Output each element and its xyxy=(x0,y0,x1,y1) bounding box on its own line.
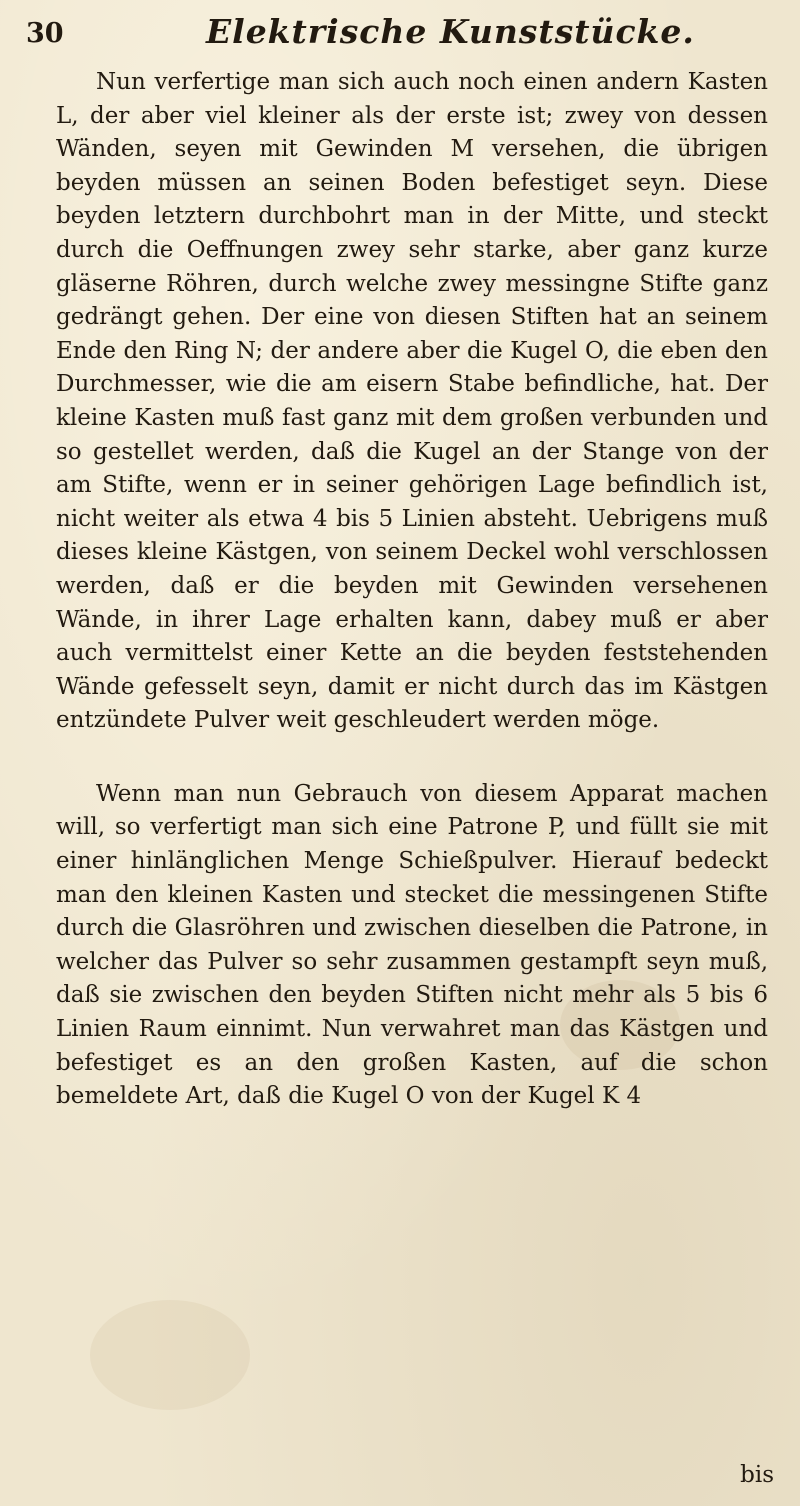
running-head xyxy=(26,12,746,52)
body-text xyxy=(56,66,768,1114)
catchword: bis xyxy=(740,1462,774,1488)
page-number: 30 xyxy=(26,18,64,49)
paragraph-2: Wenn man nun Gebrauch von diesem Apparat machen will, so verfertigt man sich eine Patrone P, und füllt sie mit einer hinlänglichen Menge Schießpulver. Hierauf bedeckt man den kleinen Kasten und stecket die messingenen Stifte durch die Glasröhren und zwischen dieselben die Patrone, in welcher das Pulver so sehr zusammen gestampft seyn muß, daß sie zwischen den beyden Stiften nicht mehr als 5 bis 6 Linien Raum einnimt. Nun verwahret man das Kästgen und befestiget es an den großen Kasten, auf die schon bemeldete Art, daß die Kugel O von der Kugel K 4 xyxy=(56,780,768,1110)
paragraph-1: Nun verfertige man sich auch noch einen andern Kasten L, der aber viel kleiner als der erste ist; zwey von dessen Wänden, seyen mit Gewinden M versehen, die übrigen beyden müssen an seinen Boden befestiget seyn. Diese beyden letztern durchbohrt man in der Mitte, und steckt durch die Oeffnungen zwey sehr starke, aber ganz kurze gläserne Röhren, durch welche zwey messingne Stifte ganz gedrängt gehen. Der eine von diesen Stiften hat an seinem Ende den Ring N; der andere aber die Kugel O, die eben den Durchmesser, wie die am eisern Stabe befindliche, hat. Der kleine Kasten muß fast ganz mit dem großen verbunden und so gestellet werden, daß die Kugel an der Stange von der am Stifte, wenn er in seiner gehörigen Lage befindlich ist, nicht weiter als etwa 4 bis 5 Linien absteht. Uebrigens muß dieses kleine Kästgen, von seinem Deckel wohl verschlossen werden, daß er die beyden mit Gewinden versehenen Wände, in ihrer Lage erhalten kann, dabey muß er aber auch vermittelst einer Kette an die beyden feststehenden Wände gefesselt seyn, damit er nicht durch das im Kästgen entzündete Pulver weit geschleudert werden möge. xyxy=(56,69,768,734)
paper-stain xyxy=(90,1300,250,1410)
page-title: Elektrische Kunststücke. xyxy=(206,12,695,51)
